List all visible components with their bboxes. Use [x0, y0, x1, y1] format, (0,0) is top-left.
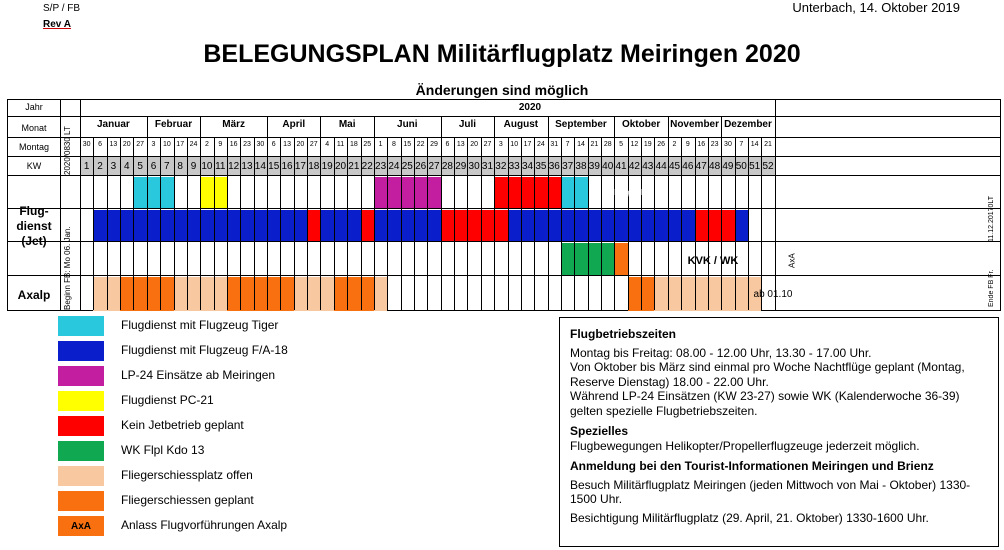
page-subtitle: Änderungen sind möglich [415, 82, 589, 98]
monday-date: 9 [685, 141, 690, 148]
week-number: 17 [294, 160, 306, 172]
legend-swatch [58, 441, 104, 461]
monday-date: 13 [109, 141, 118, 148]
week-number: 50 [735, 160, 747, 172]
legend-swatch [58, 341, 104, 361]
legend-label: Anlass Flugvorführungen Axalp [121, 518, 288, 532]
monday-date: 30 [256, 141, 265, 148]
week-number: 21 [348, 160, 360, 172]
info-night-flights: Von Oktober bis März sind einmal pro Woche Nachtflüge geplant (Montag, Reserve Dienstag) 18.00 - 22.00 Uhr. [570, 360, 965, 389]
schiessen-block [227, 277, 294, 311]
week-number: 40 [602, 160, 614, 172]
legend-swatch [58, 316, 104, 336]
schiessen-block [334, 277, 374, 311]
legend-label: Fliegerschiessplatz offen [121, 468, 253, 482]
schedule-grid [7, 99, 1001, 311]
monday-date: 24 [537, 141, 545, 148]
week-number: 39 [588, 160, 600, 172]
monday-date: 11 [336, 141, 345, 148]
monday-date: 18 [349, 141, 358, 148]
monday-date: 10 [510, 141, 519, 148]
week-number: 31 [481, 160, 494, 172]
row-label-year: Jahr [25, 102, 43, 112]
week-number: 5 [137, 160, 143, 172]
week-number: 7 [164, 160, 170, 172]
week-number: 34 [521, 160, 534, 172]
month-label: Dezember [724, 119, 772, 130]
monday-date: 4 [325, 141, 330, 148]
week-number: 10 [201, 160, 213, 172]
week-number: 22 [361, 160, 373, 172]
ab-0110-label: ab 01.10 [753, 288, 793, 300]
week-number: 23 [375, 160, 387, 172]
info-heading-registration: Anmeldung bei den Tourist-Informationen Meiringen und Brienz [570, 459, 934, 473]
monday-date: 25 [363, 141, 372, 148]
month-label: Juli [458, 119, 477, 130]
monday-date: 22 [416, 141, 425, 148]
monday-date: 16 [697, 141, 706, 148]
monday-date: 15 [403, 141, 412, 148]
monday-date: 20 [296, 141, 305, 148]
week-number: 3 [110, 160, 117, 172]
year-header: 2020 [518, 101, 542, 113]
month-label: Oktober [621, 119, 661, 130]
monday-date: 23 [710, 141, 719, 148]
side-label-right-top: 11.12.20170LT [988, 195, 995, 242]
grid-hline [8, 156, 1000, 157]
monday-date: 19 [643, 141, 652, 148]
week-number: 15 [268, 160, 280, 172]
monday-date: 29 [430, 141, 438, 148]
legend-label: WK Flpl Kdo 13 [121, 443, 205, 457]
week-number: 14 [254, 160, 266, 172]
week-number: 28 [441, 160, 453, 172]
monday-date: 5 [619, 141, 624, 148]
grid-hline [8, 137, 1000, 138]
week-number: 24 [388, 160, 400, 172]
week-number: 12 [228, 160, 240, 172]
month-label: August [503, 119, 539, 130]
week-number: 8 [177, 160, 183, 172]
week-number: 16 [281, 160, 293, 172]
monday-date: 13 [283, 141, 291, 148]
week-number: 1 [83, 160, 90, 172]
monday-date: 30 [724, 141, 732, 148]
legend-swatch [58, 491, 104, 511]
monday-date: 8 [391, 141, 396, 148]
row-label-month: Monat [21, 123, 47, 133]
monday-date: 28 [603, 141, 612, 148]
legend-swatch: AxA [58, 516, 104, 536]
no-jet-block [441, 210, 508, 242]
legend-label: Flugdienst mit Flugzeug F/A-18 [121, 343, 288, 357]
info-box [559, 317, 999, 547]
week-number: 42 [628, 160, 640, 172]
monday-date: 20 [470, 141, 479, 148]
monday-date: 2 [204, 141, 209, 148]
info-visit: Besuch Militärflugplatz Meiringen (jeden Mittwoch von Mai - Oktober) 1330-1500 Uhr. [570, 477, 971, 506]
side-label-left-bottom: Beginn FB: Mo 06. Jan. [63, 226, 72, 310]
row-label-monday: Montag [18, 142, 50, 152]
legend-label: Fliegerschiessen geplant [121, 493, 254, 507]
monday-date: 23 [243, 141, 251, 148]
kvk-wk-label: KVK / WK [687, 255, 739, 267]
no-jet-block [361, 210, 374, 242]
monday-date: 1 [378, 141, 383, 148]
week-number: 4 [123, 160, 130, 172]
info-helicopter: Flugbewegungen Helikopter/Propellerflugzeuge jederzeit möglich. [570, 438, 920, 453]
week-number: 41 [615, 160, 627, 172]
monday-date: 20 [122, 141, 131, 148]
legend-swatch [58, 391, 104, 411]
section-axalp: Axalp [17, 288, 51, 302]
month-label: Mai [338, 119, 356, 130]
week-number: 45 [668, 160, 681, 172]
grid-vline [80, 100, 81, 310]
month-label: September [555, 119, 607, 130]
monday-date: 21 [764, 141, 772, 148]
week-number: 13 [241, 160, 253, 172]
grid-hline [8, 241, 1000, 242]
sp-fb-label: S/P / FB [43, 3, 81, 14]
legend-label: Flugdienst PC-21 [121, 393, 214, 407]
legend-swatch [58, 366, 104, 386]
monday-date: 10 [162, 141, 171, 148]
side-label-left-top: 2020/0830 LT [63, 126, 72, 175]
legend-label: LP-24 Einsätze ab Meiringen [121, 368, 276, 382]
monday-date: 26 [657, 141, 666, 148]
monday-date: 27 [309, 141, 318, 148]
month-label: April [282, 119, 306, 130]
week-number: 27 [428, 160, 440, 172]
week-number: 43 [642, 160, 654, 172]
monday-date: 24 [189, 141, 198, 148]
grid-hline [8, 175, 1000, 176]
week-number: 52 [762, 160, 774, 172]
info-heading-special: Spezielles [570, 424, 629, 438]
week-number: 48 [709, 160, 721, 172]
week-number: 51 [749, 160, 761, 172]
monday-date: 7 [739, 141, 744, 148]
monday-date: 14 [577, 141, 585, 148]
monday-date: 27 [136, 141, 145, 148]
monday-date: 12 [630, 141, 639, 148]
month-label: Januar [97, 119, 130, 130]
grid-hline [8, 116, 1000, 117]
info-weekday-times: Montag bis Freitag: 08.00 - 12.00 Uhr, 13.30 - 17.00 Uhr. [570, 345, 872, 360]
axa-block [614, 243, 627, 275]
no-jet-block [494, 177, 561, 209]
week-number: 11 [215, 160, 226, 172]
monday-date: 16 [229, 141, 238, 148]
week-number: 18 [308, 160, 320, 172]
info-special-times: Während LP-24 Einsätzen (KW 23-27) sowie WK (Kalenderwoche 36-39) gelten spezielle Flugbetriebszeiten. [570, 389, 960, 418]
month-label: Juni [397, 119, 418, 130]
week-number: 46 [682, 160, 694, 172]
monday-date: 21 [590, 141, 599, 148]
axa-small-label: AxA [787, 253, 797, 269]
week-number: 20 [334, 160, 347, 172]
week-number: 32 [495, 160, 507, 172]
monday-date: 3 [151, 141, 156, 148]
section-flugdienst: Flug- dienst (Jet) [16, 203, 52, 248]
monday-date: 13 [456, 141, 465, 148]
monday-date: 17 [523, 141, 532, 148]
no-jet-block [307, 210, 320, 242]
monday-date: 17 [176, 141, 185, 148]
grid-vline [60, 100, 61, 310]
info-heading-times: Flugbetriebszeiten [570, 327, 677, 341]
week-number: 25 [401, 160, 413, 172]
monday-date: 6 [98, 141, 102, 148]
week-number: 33 [508, 160, 520, 172]
month-label: Februar [154, 119, 193, 130]
monday-date: 6 [445, 141, 450, 148]
legend-label: Flugdienst mit Flugzeug Tiger [121, 318, 279, 332]
week-number: 38 [575, 160, 587, 172]
side-label-right-bottom: Ende FB Fr. [988, 269, 995, 307]
month-label: März [222, 119, 246, 130]
schiessplatz-block [294, 277, 334, 311]
info-tour: Besichtigung Militärflugplatz (29. April, 21. Oktober) 1330-1600 Uhr. [570, 510, 929, 525]
fa18-block [374, 210, 441, 242]
monday-date: 7 [565, 141, 570, 148]
revision-label: Rev A [43, 19, 71, 30]
week-number: 37 [562, 160, 574, 172]
page-title: BELEGUNGSPLAN Militärflugplatz Meiringen 2020 [203, 40, 801, 68]
flugi-geplant-label: Flugi geplant [608, 187, 654, 197]
week-number: 47 [695, 160, 707, 172]
fa18-block [320, 210, 360, 242]
fa18-block [735, 210, 748, 242]
week-number: 35 [535, 160, 547, 172]
week-number: 29 [455, 160, 467, 172]
schiessplatz-block [374, 277, 387, 311]
monday-date: 30 [82, 141, 91, 148]
week-number: 36 [548, 160, 560, 172]
week-number: 19 [321, 160, 333, 172]
monday-date: 27 [483, 141, 492, 148]
row-label-kw: KW [26, 161, 42, 171]
legend-label: Kein Jetbetrieb geplant [121, 418, 244, 432]
monday-date: 3 [498, 141, 503, 148]
no-jet-block [695, 210, 735, 242]
week-number: 6 [150, 160, 157, 172]
lp24-block [374, 177, 441, 209]
grid-hline [8, 275, 1000, 276]
week-number: 9 [190, 160, 197, 172]
week-number: 2 [97, 160, 103, 172]
week-number: 49 [722, 160, 734, 172]
monday-date: 14 [750, 141, 759, 148]
document-date: Unterbach, 14. Oktober 2019 [792, 0, 960, 15]
month-label: November [670, 119, 719, 130]
grid-hline [8, 208, 1000, 209]
monday-date: 9 [218, 141, 223, 148]
monday-date: 2 [672, 141, 677, 148]
legend-swatch [58, 466, 104, 486]
week-number: 26 [415, 160, 427, 172]
monday-date: 6 [271, 141, 276, 148]
legend-swatch [58, 416, 104, 436]
week-number: 30 [468, 160, 480, 172]
tiger-block [133, 177, 173, 209]
monday-date: 31 [550, 141, 559, 148]
week-number: 44 [655, 160, 667, 172]
